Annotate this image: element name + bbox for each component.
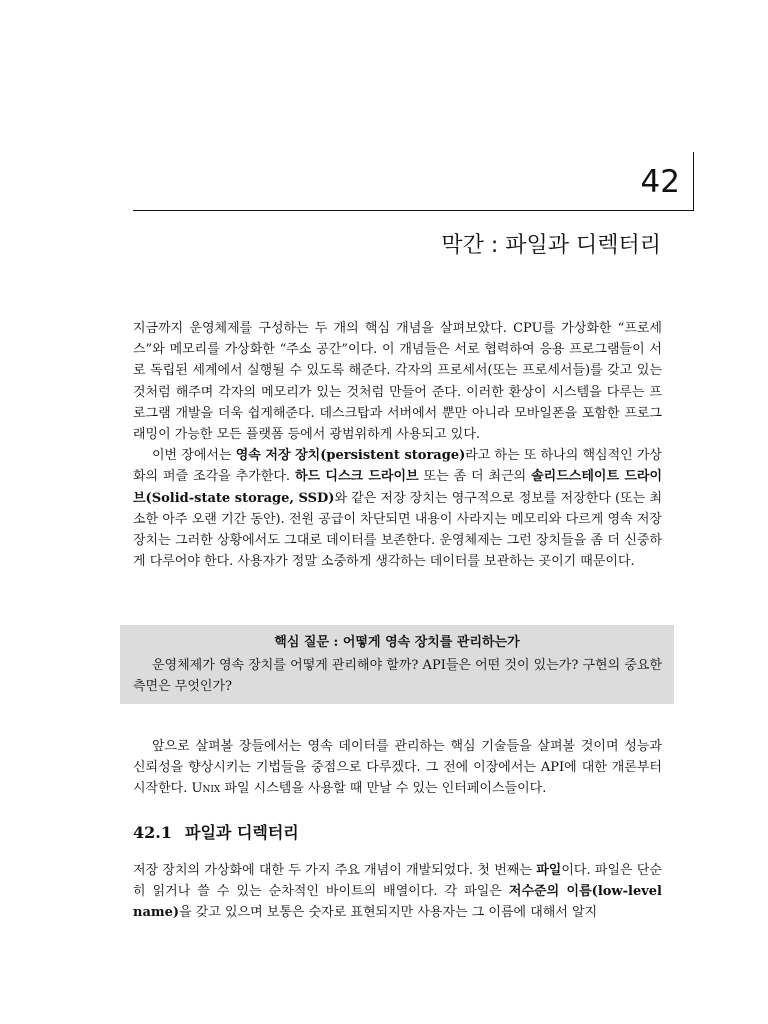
section-paragraph — [133, 860, 662, 924]
unix-term: Unix — [191, 781, 221, 797]
term-low-level-name: 저수준의 이름(low-level name) — [133, 884, 662, 921]
after-paragraph — [133, 736, 662, 800]
section-title: 파일과 디렉터리 — [185, 823, 299, 842]
intro-paragraph-1: 지금까지 운영체제를 구성하는 두 개의 핵심 개념을 살펴보았다. CPU를 가상화한 “프로세스”와 메모리를 가상화한 “주소 공간”이다. 이 개념들은 서로 협력하여 응용 프로그램들이 서로 독립된 세계에서 실행될 수 있도록 해준다. 각자의 프로세서(또는 프로세서들)를 갖고 있는 것처럼 해주며 각자의 메모리가 있는 것처럼 만들어 준다. 이러한 환상이 시스템을 다루는 프로그램 개발을 더욱 쉽게해준다. 데스크탑과 서버에서 뿐만 아니라 모바일폰을 포함한 프로그래밍이 가능한 모든 플랫폼 등에서 광범위하게 사용되고 있다. — [133, 321, 662, 443]
chapter-vertical-rule — [693, 152, 694, 210]
text-run: 을 갖고 있으며 보통은 숫자로 표현되지만 사용자는 그 이름에 대해서 알지 — [179, 905, 598, 921]
section-number: 42.1 — [133, 823, 172, 842]
chapter-title: 막간 : 파일과 디렉터리 — [441, 233, 661, 258]
key-question-box — [120, 625, 674, 704]
text-run: 저장 장치의 가상화에 대한 두 가지 주요 개념이 개발되었다. 첫 번째는 — [133, 863, 537, 878]
section-heading — [133, 821, 299, 845]
text-run: 라고 하는 또 하나의 핵심적인 가상화의 퍼즐 조각을 추가한다. — [133, 448, 662, 485]
text-run: 파일 시스템을 사용할 때 만날 수 있는 인터페이스들이다. — [220, 781, 547, 797]
text-run: 앞으로 살펴볼 장들에서는 영속 데이터를 관리하는 핵심 기술들을 살펴볼 것이며 성능과 신뢰성을 향상시키는 기법들을 중점으로 다루겠다. 그 전에 이장에서는 API에 대한 개론부터 시작한다. — [133, 739, 662, 797]
term-file: 파일 — [536, 863, 562, 878]
chapter-number: 42 — [640, 164, 680, 200]
section-text — [133, 860, 662, 924]
chapter-horizontal-rule — [133, 210, 694, 211]
intro-paragraph-2 — [133, 445, 662, 572]
term-ssd: 솔리드스테이트 드라이브(Solid-state storage, SSD) — [133, 469, 663, 506]
intro-text — [133, 318, 662, 572]
text-run: 와 같은 저장 장치는 영구적으로 정보를 저장한다 (또는 최소한 아주 오랜 기간 동안). 전원 공급이 차단되면 내용이 사라지는 메모리와 다르게 영속 저장 장치는 그러한 상황에서도 그대로 데이터를 보존한다. 운영체제는 그런 장치들을 좀 더 신중하게 다루어야 한다. 사용자가 정말 소중하게 생각하는 데이터를 보관하는 곳이기 때문이다. — [133, 490, 663, 570]
key-question-title: 핵심 질문 : 어떻게 영속 장치를 관리하는가 — [274, 635, 520, 650]
text-run: 이번 장에서는 — [152, 448, 236, 464]
after-text — [133, 736, 662, 800]
key-question-body: 운영체제가 영속 장치를 어떻게 관리해야 할까? API들은 어떤 것이 있는가? 구현의 중요한 측면은 무엇인가? — [133, 658, 662, 694]
term-hard-disk-drive: 하드 디스크 드라이브 — [294, 469, 419, 485]
text-run: 이다. 파일은 단순히 읽거나 쓸 수 있는 순차적인 바이트의 배열이다. 각 파일은 — [133, 863, 662, 900]
term-persistent-storage: 영속 저장 장치(persistent storage) — [235, 448, 466, 464]
text-run: 또는 좀 더 최근의 — [418, 469, 532, 485]
